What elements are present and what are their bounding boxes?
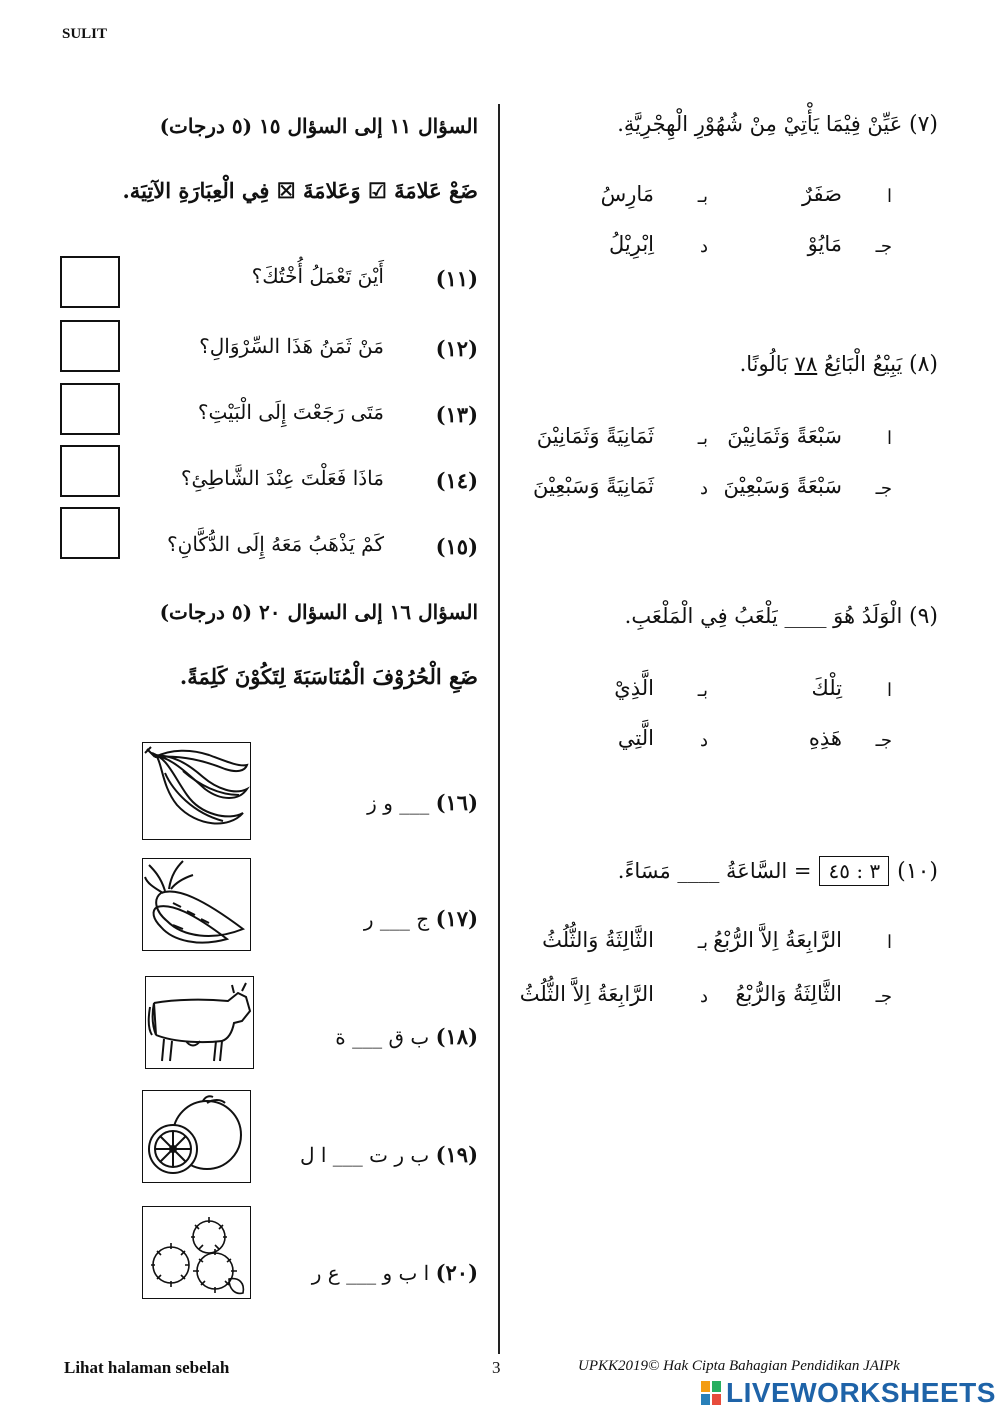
item-question: أَيْنَ تَعْمَلُ أُخْتُكَ؟ xyxy=(251,264,384,288)
answer-checkbox[interactable] xyxy=(60,445,120,497)
word-puzzle: ا ب و ___ ع ر xyxy=(311,1261,430,1285)
q8-option-text[interactable]: سَبْعَةً وَثَمَانِيْنَ xyxy=(727,424,842,448)
q7-number: (٧) xyxy=(908,112,938,137)
sulit-label: SULIT xyxy=(62,26,108,42)
liveworksheets-logo[interactable] xyxy=(700,1377,996,1409)
q7-option-letter: بـ xyxy=(697,186,708,207)
q8-number: (٨) xyxy=(908,352,938,377)
q10-option-text[interactable]: الرَّابِعَةُ اِلاَّ الرُّبْعُ xyxy=(713,928,842,952)
bananas-picture xyxy=(142,742,251,840)
q7-option-letter: د xyxy=(699,236,708,257)
q9-question xyxy=(625,604,938,629)
cow-icon xyxy=(146,977,253,1068)
section1-heading: السؤال ١١ إلى السؤال ١٥ (٥ درجات) xyxy=(159,114,478,138)
item-19 xyxy=(300,1142,478,1167)
brand-text: LIVEWORKSHEETS xyxy=(726,1377,996,1408)
answer-checkbox[interactable] xyxy=(60,320,120,372)
q9-option-text[interactable]: الَّتِي xyxy=(617,726,654,750)
q7-text: عَيِّنْ فِيْمَا يَأْتِيْ مِنْ شُهُوْرِ الْهِجْرِيَّةِ. xyxy=(617,112,903,136)
cross-mark-icon: ☒ xyxy=(276,178,296,203)
q9-option-text[interactable]: الَّذِيْ xyxy=(614,676,654,700)
q9-option-letter: ا xyxy=(886,680,892,701)
orange-icon xyxy=(143,1091,250,1182)
q9-option-letter: بـ xyxy=(697,680,708,701)
q7-option-text[interactable]: اِبْرِيْلُ xyxy=(608,232,654,256)
item-17 xyxy=(364,906,478,931)
carrot-picture xyxy=(142,858,251,951)
q9-option-letter: د xyxy=(699,730,708,751)
q10-question xyxy=(618,856,938,886)
q8-option-letter: جـ xyxy=(875,478,892,499)
q8-question xyxy=(740,352,938,377)
q8-option-letter: ا xyxy=(886,428,892,449)
answer-checkbox[interactable] xyxy=(60,256,120,308)
word-puzzle: ج ___ ر xyxy=(363,907,430,931)
copyright-note: UPKK2019© Hak Cipta Bahagian Pendidikan JAIPk xyxy=(578,1358,900,1374)
item-question: مَنْ ثَمَنُ هَذَا السِّرْوَالِ؟ xyxy=(199,334,384,358)
q9-option-text[interactable]: هَذِهِ xyxy=(808,726,842,750)
section2-heading: السؤال ١٦ إلى السؤال ٢٠ (٥ درجات) xyxy=(159,600,478,624)
item-question: مَاذَا فَعَلْتَ عِنْدَ الشَّاطِئِ؟ xyxy=(180,466,384,490)
page-number: 3 xyxy=(492,1358,501,1377)
rambutan-picture xyxy=(142,1206,251,1299)
item-number: (١٧) xyxy=(435,906,478,931)
item-number: (١١) xyxy=(435,266,478,291)
q7-option-text[interactable]: صَفَرٌ xyxy=(801,182,842,206)
cow-picture xyxy=(145,976,254,1069)
q8-underlined-number: ٧٨ xyxy=(794,352,818,376)
instruction-post: فِي الْعِبَارَةِ الآتِيَة. xyxy=(122,178,270,203)
item-number: (١٢) xyxy=(435,336,478,361)
q10-text: = السَّاعَةُ ____ مَسَاءً. xyxy=(617,859,812,883)
next-page-note: Lihat halaman sebelah xyxy=(64,1358,230,1377)
q7-option-letter: ا xyxy=(886,186,892,207)
item-number: (١٦) xyxy=(435,790,478,815)
q10-time-box: ٣ : ٤٥ xyxy=(819,856,889,886)
q8-option-text[interactable]: ثَمَانِيَةً وَسَبْعِيْنَ xyxy=(532,474,654,498)
instruction-mid: وَعَلامَةَ xyxy=(302,178,361,203)
item-20 xyxy=(312,1260,478,1285)
item-18 xyxy=(335,1024,478,1049)
bananas-icon xyxy=(143,743,250,839)
item-number: (١٣) xyxy=(435,402,478,427)
q7-option-text[interactable]: مَايُوْ xyxy=(807,232,842,256)
answer-checkbox[interactable] xyxy=(60,507,120,559)
q10-option-letter: د xyxy=(699,986,708,1007)
q8-text-before: يَبِيْعُ الْبَائِعُ xyxy=(823,352,903,376)
carrot-icon xyxy=(143,859,250,950)
q10-option-text[interactable]: الرَّابِعَةُ اِلاَّ الثُّلُثُ xyxy=(519,982,654,1006)
q10-option-text[interactable]: الثَّالِثَةُ وَالرُّبْعُ xyxy=(735,982,842,1006)
item-number: (١٩) xyxy=(435,1142,478,1167)
q10-option-letter: ا xyxy=(886,932,892,953)
q9-number: (٩) xyxy=(908,604,938,629)
q10-option-letter: بـ xyxy=(697,932,708,953)
liveworksheets-icon xyxy=(700,1380,722,1406)
instruction-pre: ضَعْ عَلامَةَ xyxy=(394,178,478,203)
q8-option-text[interactable]: سَبْعَةً وَسَبْعِيْنَ xyxy=(723,474,842,498)
q10-option-text[interactable]: الثَّالِثَةُ وَالثُّلُثُ xyxy=(542,928,654,952)
q9-option-text[interactable]: تِلْكَ xyxy=(811,676,842,700)
item-number: (١٤) xyxy=(435,468,478,493)
section1-instruction xyxy=(123,178,479,203)
q10-number: (١٠) xyxy=(897,858,938,884)
q9-option-letter: جـ xyxy=(875,730,892,751)
q8-option-letter: بـ xyxy=(697,428,708,449)
item-16 xyxy=(367,790,478,815)
rambutan-icon xyxy=(143,1207,250,1298)
q7-option-letter: جـ xyxy=(875,236,892,257)
answer-checkbox[interactable] xyxy=(60,383,120,435)
check-mark-icon: ☑ xyxy=(367,178,387,203)
q8-text-after: بَالُونًا. xyxy=(739,352,788,376)
q7-option-text[interactable]: مَارِسُ xyxy=(600,182,654,206)
word-puzzle: ب ق ___ ة xyxy=(335,1025,430,1049)
q9-text: الْوَلَدُ هُوَ ____ يَلْعَبُ فِي الْمَلْعَبِ. xyxy=(624,604,903,628)
item-number: (١٥) xyxy=(435,534,478,559)
item-question: مَتَى رَجَعْتَ إِلَى الْبَيْتِ؟ xyxy=(197,400,384,424)
word-puzzle: ___ و ز xyxy=(367,791,430,815)
item-number: (٢٠) xyxy=(435,1260,478,1285)
q7-question xyxy=(617,112,938,137)
q10-option-letter: جـ xyxy=(875,986,892,1007)
word-puzzle: ب ر ت ___ ا ل xyxy=(300,1143,430,1167)
q8-option-text[interactable]: ثَمَانِيَةً وَثَمَانِيْنَ xyxy=(536,424,654,448)
section2-instruction: ضَعِ الْحُرُوْفَ الْمُنَاسَبَةَ لِتَكُوْنَ كَلِمَةً. xyxy=(179,664,478,689)
column-divider xyxy=(498,104,500,1354)
orange-picture xyxy=(142,1090,251,1183)
item-number: (١٨) xyxy=(435,1024,478,1049)
q8-option-letter: د xyxy=(699,478,708,499)
item-question: كَمْ يَذْهَبُ مَعَهُ إِلَى الدُّكَّانِ؟ xyxy=(167,532,384,556)
